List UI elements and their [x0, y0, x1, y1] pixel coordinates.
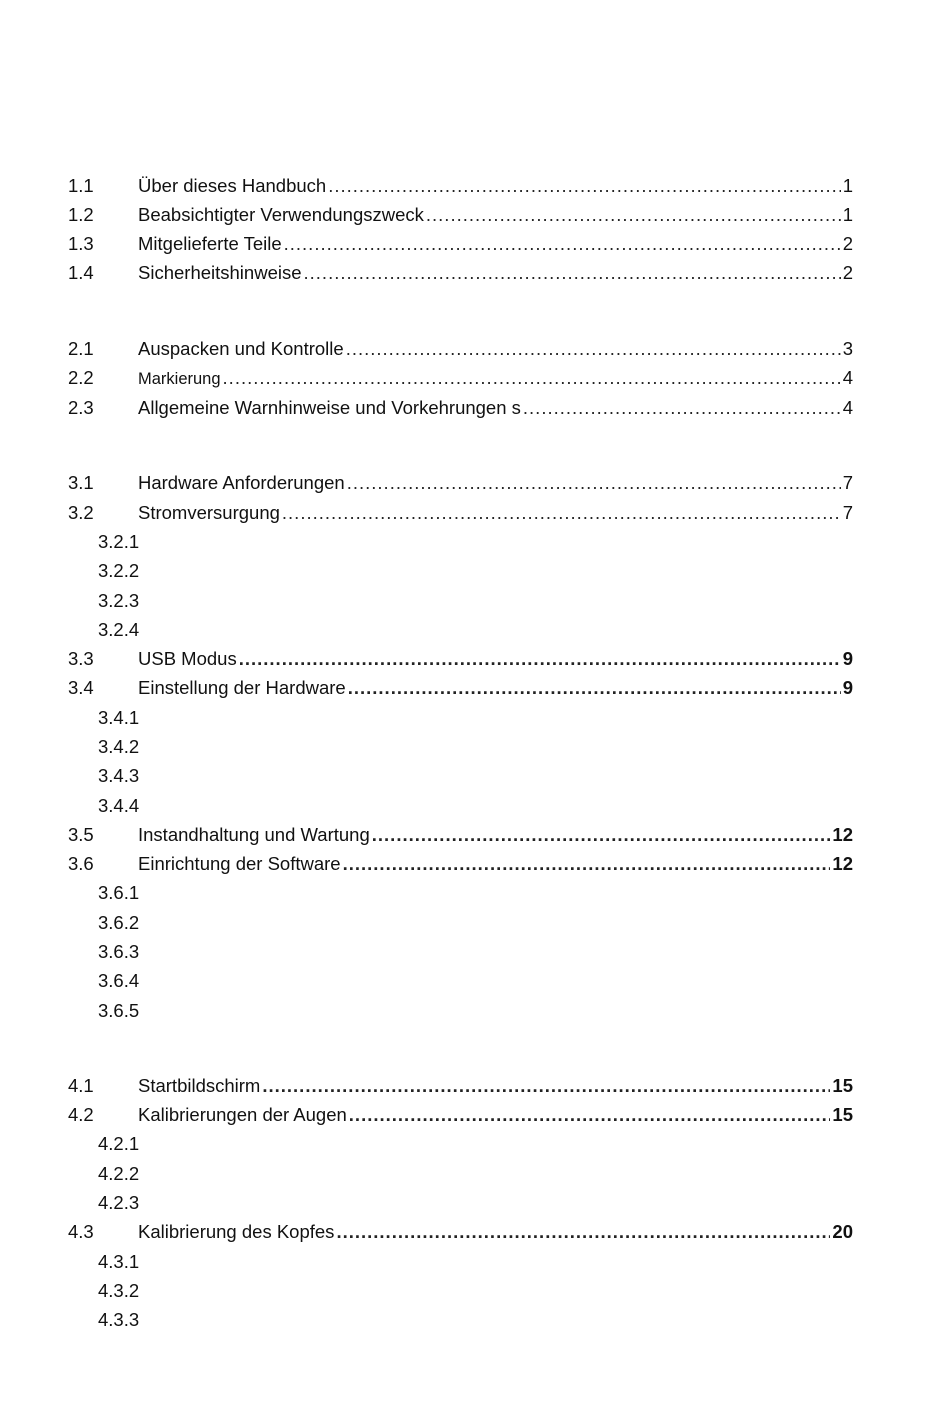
toc-page-number: 9 — [842, 677, 853, 698]
dot-leader — [282, 501, 841, 525]
dot-leader — [328, 174, 841, 198]
toc-number: 3.6 — [68, 853, 94, 874]
toc-entry-3-6[interactable] — [68, 852, 853, 876]
toc-subentry-4-2-1[interactable]: 4.2.1 — [98, 1133, 140, 1154]
toc-page-number: 4 — [842, 367, 853, 388]
toc-page-number: 3 — [842, 338, 853, 359]
toc-subentry-3-6-4[interactable]: 3.6.4 — [98, 970, 140, 991]
toc-title: Startbildschirm — [138, 1075, 261, 1096]
toc-title: Mitgelieferte Teile — [138, 233, 282, 254]
toc-title: Beabsichtigter Verwendungszweck — [138, 204, 424, 225]
toc-entry-1-2[interactable] — [68, 203, 853, 227]
toc-subentry-4-3-1[interactable]: 4.3.1 — [98, 1251, 140, 1272]
toc-entry-3-1[interactable] — [68, 471, 853, 495]
toc-subentry-3-6-5[interactable]: 3.6.5 — [98, 1000, 140, 1021]
toc-number: 4.3 — [68, 1221, 94, 1242]
toc-number: 2.1 — [68, 338, 94, 359]
toc-page-number: 12 — [832, 853, 853, 874]
toc-subentry-4-3-3[interactable]: 4.3.3 — [98, 1309, 140, 1330]
toc-page-number: 15 — [832, 1075, 853, 1096]
toc-title: Einrichtung der Software — [138, 853, 341, 874]
toc-title: Kalibrierung des Kopfes — [138, 1221, 335, 1242]
toc-page-number: 1 — [842, 175, 853, 196]
toc-title: Instandhaltung und Wartung — [138, 824, 370, 845]
toc-entry-3-2[interactable] — [68, 501, 853, 525]
toc-title: Markierung — [138, 370, 221, 388]
toc-title: Sicherheitshinweise — [138, 262, 302, 283]
toc-entry-3-4[interactable] — [68, 676, 853, 700]
toc-subentry-3-4-1[interactable]: 3.4.1 — [98, 707, 140, 728]
toc-page-number: 4 — [842, 397, 853, 418]
dot-leader — [262, 1074, 830, 1098]
toc-entry-4-1[interactable] — [68, 1074, 853, 1098]
toc-entry-1-1[interactable] — [68, 174, 853, 198]
toc-number: 1.1 — [68, 175, 94, 196]
toc-entry-1-3[interactable] — [68, 232, 853, 256]
toc-title: Stromversurgung — [138, 502, 280, 523]
toc-page-number: 2 — [842, 233, 853, 254]
toc-number: 3.2 — [68, 502, 94, 523]
toc-subentry-3-6-2[interactable]: 3.6.2 — [98, 912, 140, 933]
toc-title: Allgemeine Warnhinweise und Vorkehrungen s — [138, 397, 521, 418]
dot-leader — [348, 676, 841, 700]
dot-leader — [336, 1220, 830, 1244]
toc-number: 3.1 — [68, 472, 94, 493]
toc-entry-3-3[interactable] — [68, 647, 853, 671]
toc-number: 2.3 — [68, 397, 94, 418]
toc-subentry-3-2-1[interactable]: 3.2.1 — [98, 531, 140, 552]
toc-page-number: 9 — [842, 648, 853, 669]
toc-subentry-3-2-4[interactable]: 3.2.4 — [98, 619, 140, 640]
toc-number: 1.4 — [68, 262, 94, 283]
dot-leader — [304, 261, 841, 285]
dot-leader — [372, 823, 831, 847]
dot-leader — [284, 232, 841, 256]
toc-entry-4-3[interactable] — [68, 1220, 853, 1244]
toc-number: 3.3 — [68, 648, 94, 669]
toc-subentry-3-6-1[interactable]: 3.6.1 — [98, 882, 140, 903]
toc-number: 4.2 — [68, 1104, 94, 1125]
dot-leader — [426, 203, 841, 227]
toc-number: 1.2 — [68, 204, 94, 225]
toc-entry-3-5[interactable] — [68, 823, 853, 847]
toc-subentry-4-2-3[interactable]: 4.2.3 — [98, 1192, 140, 1213]
toc-entry-1-4[interactable] — [68, 261, 853, 285]
toc-subentry-3-2-2[interactable]: 3.2.2 — [98, 560, 140, 581]
toc-entry-2-3[interactable] — [68, 396, 853, 420]
toc-entry-4-2[interactable] — [68, 1103, 853, 1127]
toc-number: 4.1 — [68, 1075, 94, 1096]
toc-title: Kalibrierungen der Augen — [138, 1104, 347, 1125]
toc-page-number: 15 — [832, 1104, 853, 1125]
toc-title: USB Modus — [138, 648, 237, 669]
dot-leader — [349, 1103, 831, 1127]
toc-title: Über dieses Handbuch — [138, 175, 327, 196]
toc-number: 3.4 — [68, 677, 94, 698]
toc-entry-2-1[interactable] — [68, 337, 853, 361]
toc-number: 3.5 — [68, 824, 94, 845]
dot-leader — [343, 852, 831, 876]
toc-page-number: 7 — [842, 502, 853, 523]
toc-subentry-3-4-2[interactable]: 3.4.2 — [98, 736, 140, 757]
toc-page-number: 12 — [832, 824, 853, 845]
toc-number: 1.3 — [68, 233, 94, 254]
toc-page-number: 1 — [842, 204, 853, 225]
dot-leader — [523, 396, 841, 420]
toc-subentry-3-2-3[interactable]: 3.2.3 — [98, 590, 140, 611]
dot-leader — [347, 471, 841, 495]
toc-subentry-3-4-4[interactable]: 3.4.4 — [98, 795, 140, 816]
toc-title: Hardware Anforderungen — [138, 472, 345, 493]
toc-subentry-3-4-3[interactable]: 3.4.3 — [98, 765, 140, 786]
toc-title: Einstellung der Hardware — [138, 677, 346, 698]
toc-number: 2.2 — [68, 367, 94, 388]
toc-entry-2-2[interactable] — [68, 366, 853, 390]
toc-subentry-3-6-3[interactable]: 3.6.3 — [98, 941, 140, 962]
toc-page-number: 2 — [842, 262, 853, 283]
dot-leader — [223, 366, 841, 390]
toc-title: Auspacken und Kontrolle — [138, 338, 344, 359]
toc-page-number: 20 — [832, 1221, 853, 1242]
toc-page-number: 7 — [842, 472, 853, 493]
dot-leader — [346, 337, 841, 361]
toc-subentry-4-2-2[interactable]: 4.2.2 — [98, 1163, 140, 1184]
toc-subentry-4-3-2[interactable]: 4.3.2 — [98, 1280, 140, 1301]
dot-leader — [239, 647, 841, 671]
